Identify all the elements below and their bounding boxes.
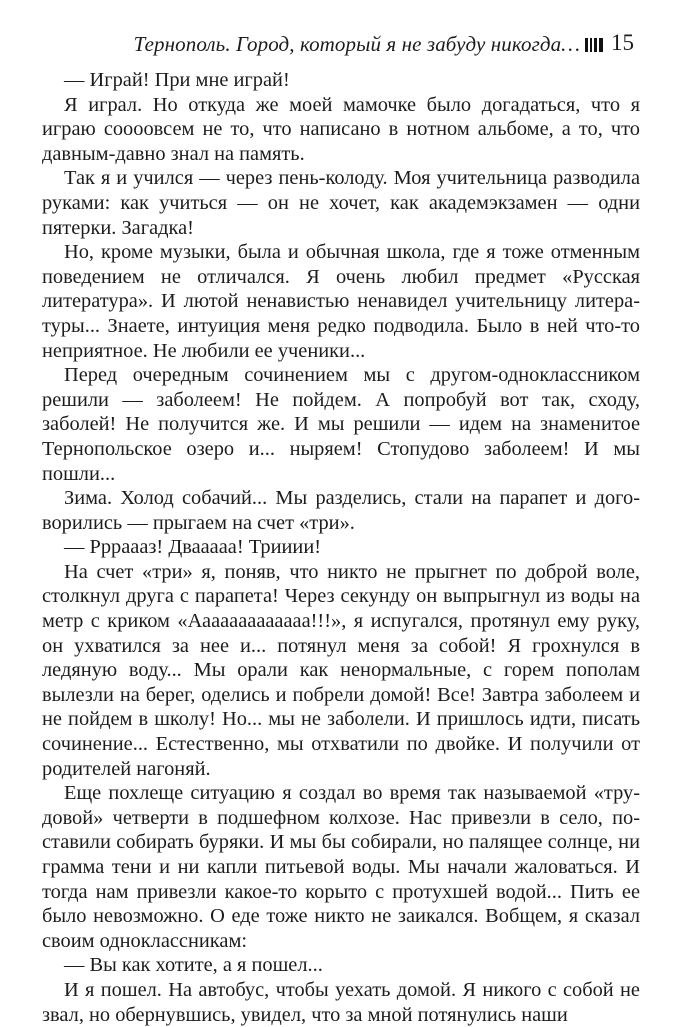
paragraph: — Вы как хотите, а я пошел...: [64, 954, 323, 977]
running-title: Тернополь. Город, который я не забуду никогда…: [133, 32, 580, 56]
paragraph: — Ррраааз! Двааааа! Трииии!: [64, 536, 322, 559]
paragraph: — Играй! При мне играй!: [64, 69, 290, 91]
page-number: 15: [611, 30, 634, 55]
paragraph: Еще похлеще ситуацию я создал во время так называемой «трудовой» четверти в подшефном колхозе. Нас привезли в село, поставили собирать буряки. И мы бы собирали, но палящее солнце, ни грамма тени и ни капли питьевой воды. Мы начали жаловаться. И тогда нам привезли какое-то корыто с протухшей водой... Пить ее было невозможно. О еде тоже никто не заикался. Вобщем, я сказал своим одноклассникам:: [42, 782, 640, 952]
paragraph: Но, кроме музыки, была и обычная школа, где я тоже отменным поведением не отличался. Я очень любил предмет «Русская литература». И лютой ненавистью ненавидел учительницу литературы... Знаете, интуиция меня редко подводила. Было в ней что-то неприятное. Не любили ее ученики...: [42, 241, 640, 362]
paragraph: И я пошел. На автобус, чтобы уехать домой. Я никого с собой не звал, но обернувшись, увидел, что за мной потянулись наши: [42, 978, 640, 1026]
paragraph: На счет «три» я, поняв, что никто не прыгнет по доброй воле, столкнул друга с парапета! Через секунду он выпрыгнул из воды на метр с криком «Ааааааааааааа!!!», я испугался, протянул ему руку, он ухватился за нее и... потянул меня за собой! Я грохнулся в ледяную воду... Мы орали как ненормальные, с горем пополам вылезли на берег, оделись и побрели домой! Все! Завтра заболеем и не пойдем в школу! Но... мы не заболели. И пришлось идти, писать сочинение... Естественно, мы отхватили по двойке. И получили от родителей нагоняй.: [42, 560, 640, 780]
page-header: [0, 30, 692, 60]
paragraph: Я играл. Но откуда же моей мамочке было догадаться, что я играю соооовсем не то, что написано в нотном альбоме, а то, что давным-давно знал на память.: [42, 93, 640, 165]
decorative-bars-icon: [585, 38, 603, 52]
paragraph: Перед очередным сочинением мы с другом-одноклассником решили — заболеем! Не пойдем. А попробуй вот так, сходу, заболей! Не получится же. И мы решили — идем на знаменитое Тернопольское озеро и... ныряем! Стопудово заболеем! И мы пошли...: [42, 364, 640, 485]
paragraph: Зима. Холод собачий... Мы разделись, стали на парапет и договорились — прыгаем на счет «три».: [42, 487, 640, 534]
paragraph: Так я и учился — через пень-колоду. Моя учительница разводила руками: как учиться — он не хочет, как академэкзамен — одни пятерки. Загадка!: [42, 167, 640, 239]
body-text: [42, 68, 640, 1027]
